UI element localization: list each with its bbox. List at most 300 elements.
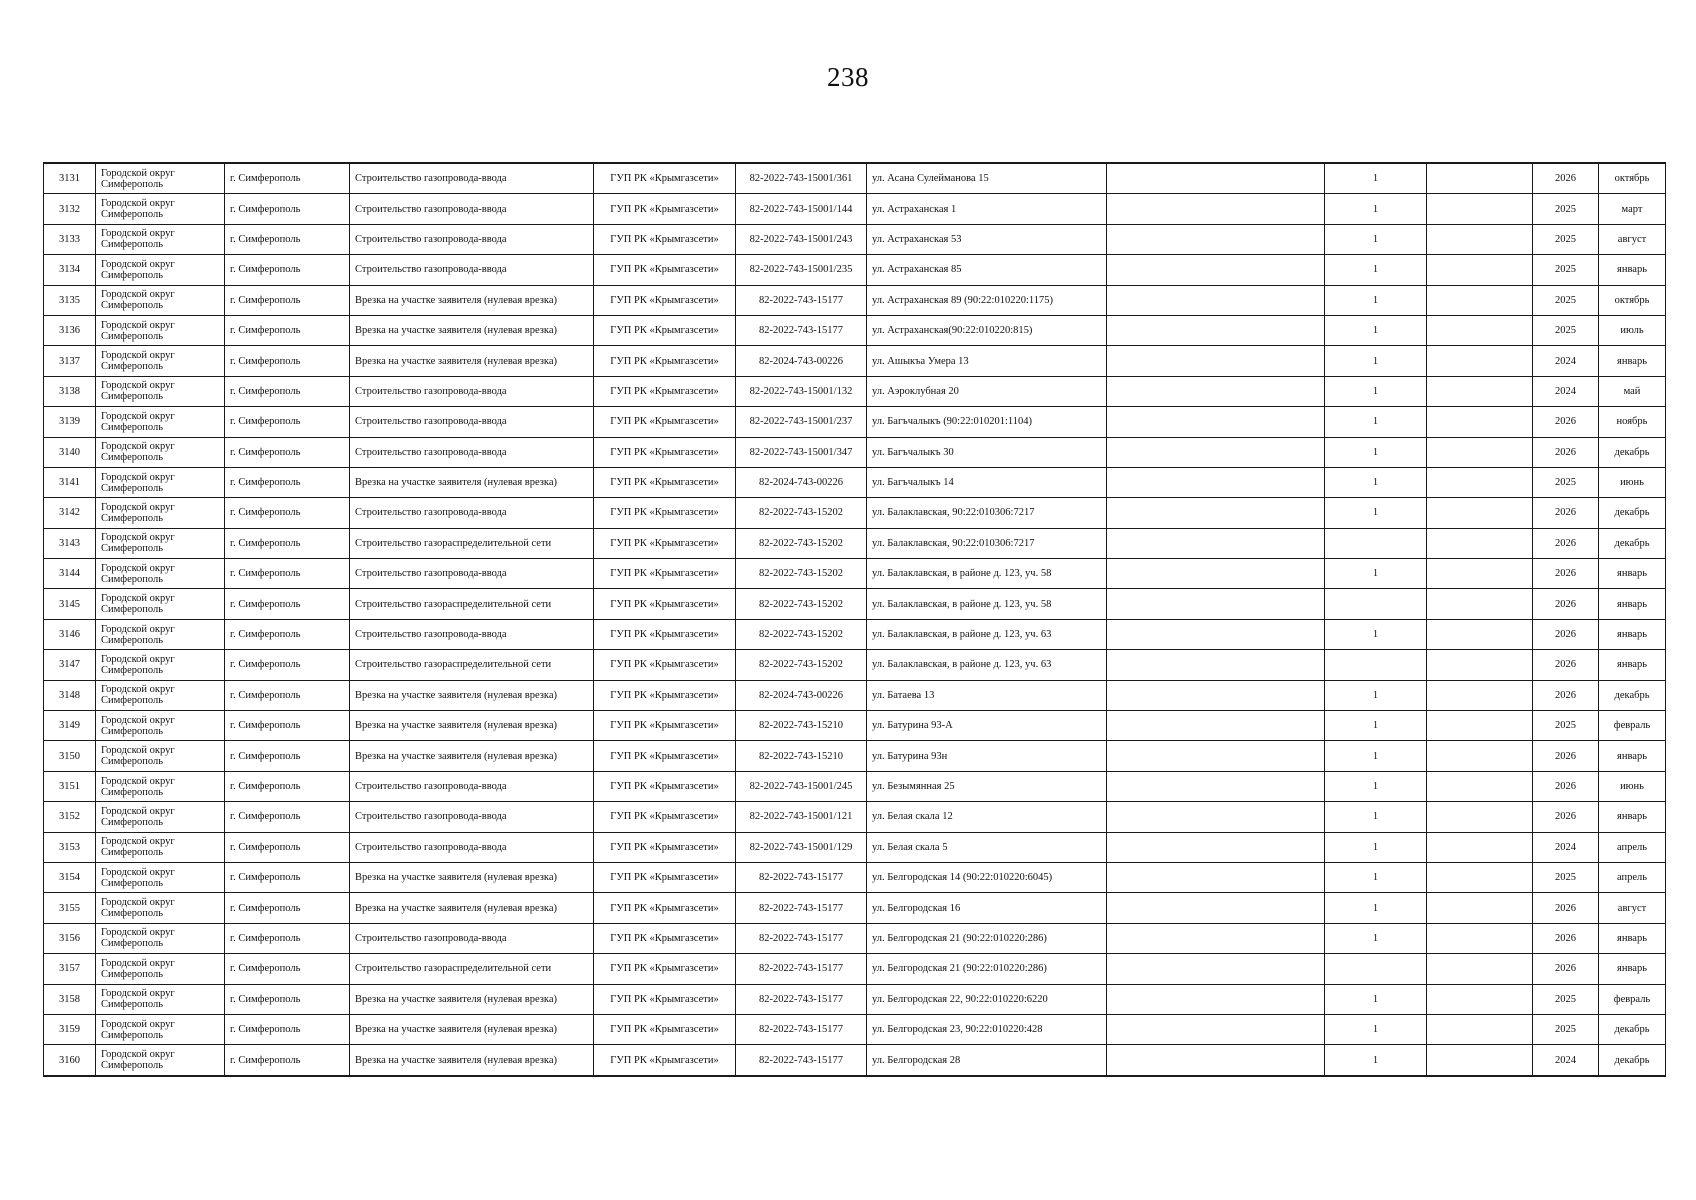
quantity-cell (1325, 954, 1427, 984)
empty-cell (1427, 346, 1533, 376)
month-cell: апрель (1599, 832, 1666, 862)
district-cell: Городской округ Симферополь (96, 862, 225, 892)
year-cell: 2026 (1533, 528, 1599, 558)
quantity-cell: 1 (1325, 802, 1427, 832)
city-cell: г. Симферополь (225, 771, 350, 801)
district-cell: Городской округ Симферополь (96, 559, 225, 589)
district-cell: Городской округ Симферополь (96, 407, 225, 437)
row-number: 3145 (44, 589, 96, 619)
work-type-cell: Врезка на участке заявителя (нулевая врезка) (350, 984, 594, 1014)
district-cell: Городской округ Симферополь (96, 1014, 225, 1044)
year-cell: 2025 (1533, 224, 1599, 254)
quantity-cell: 1 (1325, 893, 1427, 923)
empty-cell (1427, 741, 1533, 771)
organization-cell: ГУП РК «Крымгазсети» (594, 1014, 736, 1044)
empty-cell (1427, 315, 1533, 345)
empty-cell (1427, 437, 1533, 467)
row-number: 3135 (44, 285, 96, 315)
row-number: 3158 (44, 984, 96, 1014)
row-number: 3134 (44, 255, 96, 285)
quantity-cell: 1 (1325, 559, 1427, 589)
code-cell: 82-2022-743-15202 (736, 559, 867, 589)
district-cell: Городской округ Симферополь (96, 498, 225, 528)
empty-cell (1427, 1014, 1533, 1044)
row-number: 3144 (44, 559, 96, 589)
work-type-cell: Строительство газопровода-ввода (350, 498, 594, 528)
work-type-cell: Строительство газопровода-ввода (350, 923, 594, 953)
quantity-cell: 1 (1325, 741, 1427, 771)
month-cell: январь (1599, 741, 1666, 771)
code-cell: 82-2022-743-15210 (736, 741, 867, 771)
empty-cell (1107, 376, 1325, 406)
month-cell: август (1599, 224, 1666, 254)
row-number: 3151 (44, 771, 96, 801)
empty-cell (1107, 407, 1325, 437)
table-row (44, 954, 1666, 984)
quantity-cell: 1 (1325, 376, 1427, 406)
year-cell: 2026 (1533, 559, 1599, 589)
organization-cell: ГУП РК «Крымгазсети» (594, 255, 736, 285)
empty-cell (1107, 224, 1325, 254)
empty-cell (1107, 255, 1325, 285)
month-cell: июнь (1599, 771, 1666, 801)
empty-cell (1107, 467, 1325, 497)
table-row (44, 1045, 1666, 1076)
table-row (44, 802, 1666, 832)
organization-cell: ГУП РК «Крымгазсети» (594, 650, 736, 680)
empty-cell (1107, 771, 1325, 801)
address-cell: ул. Балаклавская, в районе д. 123, уч. 63 (867, 619, 1107, 649)
code-cell: 82-2022-743-15001/235 (736, 255, 867, 285)
month-cell: август (1599, 893, 1666, 923)
work-type-cell: Врезка на участке заявителя (нулевая врезка) (350, 711, 594, 741)
district-cell: Городской округ Симферополь (96, 954, 225, 984)
code-cell: 82-2022-743-15001/132 (736, 376, 867, 406)
city-cell: г. Симферополь (225, 589, 350, 619)
organization-cell: ГУП РК «Крымгазсети» (594, 376, 736, 406)
month-cell: январь (1599, 255, 1666, 285)
organization-cell: ГУП РК «Крымгазсети» (594, 984, 736, 1014)
table-row (44, 1014, 1666, 1044)
address-cell: ул. Астраханская 89 (90:22:010220:1175) (867, 285, 1107, 315)
empty-cell (1427, 194, 1533, 224)
empty-cell (1427, 163, 1533, 194)
table-row (44, 315, 1666, 345)
empty-cell (1427, 711, 1533, 741)
work-type-cell: Врезка на участке заявителя (нулевая врезка) (350, 285, 594, 315)
empty-cell (1427, 528, 1533, 558)
organization-cell: ГУП РК «Крымгазсети» (594, 559, 736, 589)
address-cell: ул. Балаклавская, 90:22:010306:7217 (867, 498, 1107, 528)
city-cell: г. Симферополь (225, 984, 350, 1014)
empty-cell (1427, 407, 1533, 437)
row-number: 3148 (44, 680, 96, 710)
empty-cell (1427, 1045, 1533, 1076)
quantity-cell: 1 (1325, 771, 1427, 801)
work-type-cell: Строительство газораспределительной сети (350, 589, 594, 619)
table-row (44, 771, 1666, 801)
row-number: 3141 (44, 467, 96, 497)
empty-cell (1107, 528, 1325, 558)
row-number: 3154 (44, 862, 96, 892)
district-cell: Городской округ Симферополь (96, 711, 225, 741)
address-cell: ул. Белгородская 21 (90:22:010220:286) (867, 923, 1107, 953)
empty-cell (1427, 832, 1533, 862)
code-cell: 82-2022-743-15001/129 (736, 832, 867, 862)
city-cell: г. Симферополь (225, 559, 350, 589)
city-cell: г. Симферополь (225, 802, 350, 832)
code-cell: 82-2022-743-15001/237 (736, 407, 867, 437)
empty-cell (1427, 376, 1533, 406)
quantity-cell: 1 (1325, 194, 1427, 224)
city-cell: г. Симферополь (225, 893, 350, 923)
address-cell: ул. Балаклавская, в районе д. 123, уч. 58 (867, 559, 1107, 589)
code-cell: 82-2022-743-15001/243 (736, 224, 867, 254)
district-cell: Городской округ Симферополь (96, 984, 225, 1014)
code-cell: 82-2022-743-15177 (736, 984, 867, 1014)
work-type-cell: Врезка на участке заявителя (нулевая врезка) (350, 315, 594, 345)
city-cell: г. Симферополь (225, 346, 350, 376)
address-cell: ул. Балаклавская, в районе д. 123, уч. 58 (867, 589, 1107, 619)
empty-cell (1107, 559, 1325, 589)
code-cell: 82-2022-743-15001/245 (736, 771, 867, 801)
district-cell: Городской округ Симферополь (96, 893, 225, 923)
month-cell: декабрь (1599, 437, 1666, 467)
city-cell: г. Симферополь (225, 255, 350, 285)
empty-cell (1107, 862, 1325, 892)
city-cell: г. Симферополь (225, 224, 350, 254)
table-row (44, 832, 1666, 862)
address-cell: ул. Белгородская 23, 90:22:010220:428 (867, 1014, 1107, 1044)
quantity-cell: 1 (1325, 619, 1427, 649)
empty-cell (1107, 680, 1325, 710)
district-cell: Городской округ Симферополь (96, 528, 225, 558)
organization-cell: ГУП РК «Крымгазсети» (594, 315, 736, 345)
city-cell: г. Симферополь (225, 954, 350, 984)
empty-cell (1427, 467, 1533, 497)
organization-cell: ГУП РК «Крымгазсети» (594, 1045, 736, 1076)
city-cell: г. Симферополь (225, 862, 350, 892)
code-cell: 82-2022-743-15177 (736, 923, 867, 953)
quantity-cell: 1 (1325, 711, 1427, 741)
address-cell: ул. Астраханская(90:22:010220:815) (867, 315, 1107, 345)
city-cell: г. Симферополь (225, 467, 350, 497)
year-cell: 2026 (1533, 802, 1599, 832)
quantity-cell: 1 (1325, 1045, 1427, 1076)
month-cell: декабрь (1599, 528, 1666, 558)
empty-cell (1427, 650, 1533, 680)
city-cell: г. Симферополь (225, 528, 350, 558)
quantity-cell (1325, 650, 1427, 680)
organization-cell: ГУП РК «Крымгазсети» (594, 498, 736, 528)
empty-cell (1427, 771, 1533, 801)
address-cell: ул. Батаева 13 (867, 680, 1107, 710)
empty-cell (1427, 862, 1533, 892)
year-cell: 2026 (1533, 741, 1599, 771)
row-number: 3132 (44, 194, 96, 224)
empty-cell (1427, 559, 1533, 589)
code-cell: 82-2022-743-15202 (736, 589, 867, 619)
year-cell: 2025 (1533, 467, 1599, 497)
month-cell: январь (1599, 802, 1666, 832)
empty-cell (1427, 893, 1533, 923)
quantity-cell (1325, 589, 1427, 619)
work-type-cell: Врезка на участке заявителя (нулевая врезка) (350, 741, 594, 771)
quantity-cell (1325, 528, 1427, 558)
month-cell: июнь (1599, 467, 1666, 497)
work-type-cell: Врезка на участке заявителя (нулевая врезка) (350, 862, 594, 892)
month-cell: октябрь (1599, 163, 1666, 194)
year-cell: 2026 (1533, 407, 1599, 437)
organization-cell: ГУП РК «Крымгазсети» (594, 802, 736, 832)
address-cell: ул. Белгородская 21 (90:22:010220:286) (867, 954, 1107, 984)
work-type-cell: Врезка на участке заявителя (нулевая врезка) (350, 680, 594, 710)
address-cell: ул. Белая скала 5 (867, 832, 1107, 862)
table-row (44, 559, 1666, 589)
table-row (44, 923, 1666, 953)
quantity-cell: 1 (1325, 923, 1427, 953)
empty-cell (1107, 1045, 1325, 1076)
address-cell: ул. Ашыкъа Умера 13 (867, 346, 1107, 376)
work-type-cell: Строительство газопровода-ввода (350, 832, 594, 862)
code-cell: 82-2022-743-15177 (736, 862, 867, 892)
quantity-cell: 1 (1325, 467, 1427, 497)
row-number: 3152 (44, 802, 96, 832)
district-cell: Городской округ Симферополь (96, 437, 225, 467)
year-cell: 2025 (1533, 315, 1599, 345)
work-type-cell: Строительство газопровода-ввода (350, 224, 594, 254)
empty-cell (1107, 711, 1325, 741)
district-cell: Городской округ Симферополь (96, 467, 225, 497)
organization-cell: ГУП РК «Крымгазсети» (594, 893, 736, 923)
empty-cell (1107, 923, 1325, 953)
month-cell: февраль (1599, 984, 1666, 1014)
district-cell: Городской округ Симферополь (96, 923, 225, 953)
district-cell: Городской округ Симферополь (96, 376, 225, 406)
year-cell: 2025 (1533, 862, 1599, 892)
row-number: 3149 (44, 711, 96, 741)
quantity-cell: 1 (1325, 437, 1427, 467)
code-cell: 82-2024-743-00226 (736, 680, 867, 710)
row-number: 3137 (44, 346, 96, 376)
address-cell: ул. Белгородская 16 (867, 893, 1107, 923)
organization-cell: ГУП РК «Крымгазсети» (594, 771, 736, 801)
organization-cell: ГУП РК «Крымгазсети» (594, 680, 736, 710)
address-cell: ул. Асана Сулейманова 15 (867, 163, 1107, 194)
table-row (44, 224, 1666, 254)
work-type-cell: Строительство газопровода-ввода (350, 437, 594, 467)
code-cell: 82-2022-743-15001/347 (736, 437, 867, 467)
work-type-cell: Строительство газопровода-ввода (350, 407, 594, 437)
address-cell: ул. Батурина 93-А (867, 711, 1107, 741)
table-row (44, 893, 1666, 923)
empty-cell (1107, 619, 1325, 649)
address-cell: ул. Багъчалыкъ 14 (867, 467, 1107, 497)
quantity-cell: 1 (1325, 862, 1427, 892)
city-cell: г. Симферополь (225, 680, 350, 710)
empty-cell (1427, 802, 1533, 832)
quantity-cell: 1 (1325, 315, 1427, 345)
district-cell: Городской округ Симферополь (96, 741, 225, 771)
year-cell: 2026 (1533, 589, 1599, 619)
year-cell: 2026 (1533, 619, 1599, 649)
row-number: 3133 (44, 224, 96, 254)
page-number: 238 (827, 62, 869, 92)
quantity-cell: 1 (1325, 285, 1427, 315)
empty-cell (1107, 893, 1325, 923)
code-cell: 82-2022-743-15177 (736, 315, 867, 345)
gasification-table (43, 162, 1666, 1077)
address-cell: ул. Белгородская 28 (867, 1045, 1107, 1076)
address-cell: ул. Белгородская 22, 90:22:010220:6220 (867, 984, 1107, 1014)
row-number: 3157 (44, 954, 96, 984)
table-row (44, 163, 1666, 194)
row-number: 3146 (44, 619, 96, 649)
quantity-cell: 1 (1325, 407, 1427, 437)
district-cell: Городской округ Симферополь (96, 315, 225, 345)
work-type-cell: Строительство газопровода-ввода (350, 194, 594, 224)
organization-cell: ГУП РК «Крымгазсети» (594, 285, 736, 315)
month-cell: февраль (1599, 711, 1666, 741)
row-number: 3156 (44, 923, 96, 953)
table-row (44, 619, 1666, 649)
work-type-cell: Строительство газопровода-ввода (350, 559, 594, 589)
address-cell: ул. Безымянная 25 (867, 771, 1107, 801)
row-number: 3155 (44, 893, 96, 923)
empty-cell (1107, 650, 1325, 680)
address-cell: ул. Багъчалыкъ (90:22:010201:1104) (867, 407, 1107, 437)
empty-cell (1107, 802, 1325, 832)
month-cell: май (1599, 376, 1666, 406)
district-cell: Городской округ Симферополь (96, 619, 225, 649)
table-row (44, 589, 1666, 619)
month-cell: декабрь (1599, 1014, 1666, 1044)
organization-cell: ГУП РК «Крымгазсети» (594, 437, 736, 467)
district-cell: Городской округ Симферополь (96, 194, 225, 224)
address-cell: ул. Батурина 93н (867, 741, 1107, 771)
address-cell: ул. Астраханская 85 (867, 255, 1107, 285)
address-cell: ул. Белгородская 14 (90:22:010220:6045) (867, 862, 1107, 892)
work-type-cell: Строительство газопровода-ввода (350, 619, 594, 649)
month-cell: октябрь (1599, 285, 1666, 315)
code-cell: 82-2022-743-15001/121 (736, 802, 867, 832)
address-cell: ул. Балаклавская, в районе д. 123, уч. 63 (867, 650, 1107, 680)
year-cell: 2024 (1533, 346, 1599, 376)
city-cell: г. Симферополь (225, 376, 350, 406)
work-type-cell: Строительство газораспределительной сети (350, 528, 594, 558)
district-cell: Городской округ Симферополь (96, 255, 225, 285)
row-number: 3140 (44, 437, 96, 467)
organization-cell: ГУП РК «Крымгазсети» (594, 346, 736, 376)
city-cell: г. Симферополь (225, 163, 350, 194)
code-cell: 82-2022-743-15202 (736, 650, 867, 680)
work-type-cell: Врезка на участке заявителя (нулевая врезка) (350, 346, 594, 376)
month-cell: декабрь (1599, 498, 1666, 528)
code-cell: 82-2022-743-15202 (736, 619, 867, 649)
organization-cell: ГУП РК «Крымгазсети» (594, 467, 736, 497)
district-cell: Городской округ Симферополь (96, 680, 225, 710)
empty-cell (1427, 498, 1533, 528)
district-cell: Городской округ Симферополь (96, 224, 225, 254)
address-cell: ул. Астраханская 1 (867, 194, 1107, 224)
work-type-cell: Строительство газопровода-ввода (350, 376, 594, 406)
month-cell: январь (1599, 559, 1666, 589)
address-cell: ул. Аэроклубная 20 (867, 376, 1107, 406)
table-body (44, 163, 1666, 1076)
table-row (44, 194, 1666, 224)
row-number: 3131 (44, 163, 96, 194)
year-cell: 2026 (1533, 771, 1599, 801)
month-cell: апрель (1599, 862, 1666, 892)
work-type-cell: Строительство газопровода-ввода (350, 802, 594, 832)
year-cell: 2025 (1533, 285, 1599, 315)
empty-cell (1427, 255, 1533, 285)
empty-cell (1107, 741, 1325, 771)
row-number: 3139 (44, 407, 96, 437)
year-cell: 2024 (1533, 832, 1599, 862)
work-type-cell: Строительство газопровода-ввода (350, 255, 594, 285)
month-cell: январь (1599, 346, 1666, 376)
table-row (44, 862, 1666, 892)
work-type-cell: Строительство газораспределительной сети (350, 650, 594, 680)
year-cell: 2025 (1533, 1014, 1599, 1044)
row-number: 3159 (44, 1014, 96, 1044)
month-cell: январь (1599, 923, 1666, 953)
organization-cell: ГУП РК «Крымгазсети» (594, 528, 736, 558)
city-cell: г. Симферополь (225, 741, 350, 771)
work-type-cell: Врезка на участке заявителя (нулевая врезка) (350, 893, 594, 923)
address-cell: ул. Астраханская 53 (867, 224, 1107, 254)
code-cell: 82-2022-743-15177 (736, 954, 867, 984)
row-number: 3147 (44, 650, 96, 680)
district-cell: Городской округ Симферополь (96, 832, 225, 862)
year-cell: 2026 (1533, 923, 1599, 953)
table-row (44, 528, 1666, 558)
row-number: 3153 (44, 832, 96, 862)
code-cell: 82-2022-743-15001/144 (736, 194, 867, 224)
district-cell: Городской округ Симферополь (96, 285, 225, 315)
code-cell: 82-2022-743-15001/361 (736, 163, 867, 194)
city-cell: г. Симферополь (225, 407, 350, 437)
empty-cell (1427, 680, 1533, 710)
organization-cell: ГУП РК «Крымгазсети» (594, 194, 736, 224)
month-cell: январь (1599, 619, 1666, 649)
empty-cell (1427, 619, 1533, 649)
table-row (44, 467, 1666, 497)
city-cell: г. Симферополь (225, 832, 350, 862)
quantity-cell: 1 (1325, 498, 1427, 528)
year-cell: 2026 (1533, 163, 1599, 194)
organization-cell: ГУП РК «Крымгазсети» (594, 711, 736, 741)
empty-cell (1107, 954, 1325, 984)
month-cell: январь (1599, 589, 1666, 619)
month-cell: декабрь (1599, 1045, 1666, 1076)
organization-cell: ГУП РК «Крымгазсети» (594, 589, 736, 619)
row-number: 3138 (44, 376, 96, 406)
row-number: 3136 (44, 315, 96, 345)
city-cell: г. Симферополь (225, 619, 350, 649)
district-cell: Городской округ Симферополь (96, 771, 225, 801)
organization-cell: ГУП РК «Крымгазсети» (594, 619, 736, 649)
city-cell: г. Симферополь (225, 1045, 350, 1076)
table-row (44, 376, 1666, 406)
year-cell: 2024 (1533, 376, 1599, 406)
year-cell: 2026 (1533, 498, 1599, 528)
year-cell: 2026 (1533, 954, 1599, 984)
quantity-cell: 1 (1325, 832, 1427, 862)
year-cell: 2026 (1533, 650, 1599, 680)
year-cell: 2025 (1533, 194, 1599, 224)
